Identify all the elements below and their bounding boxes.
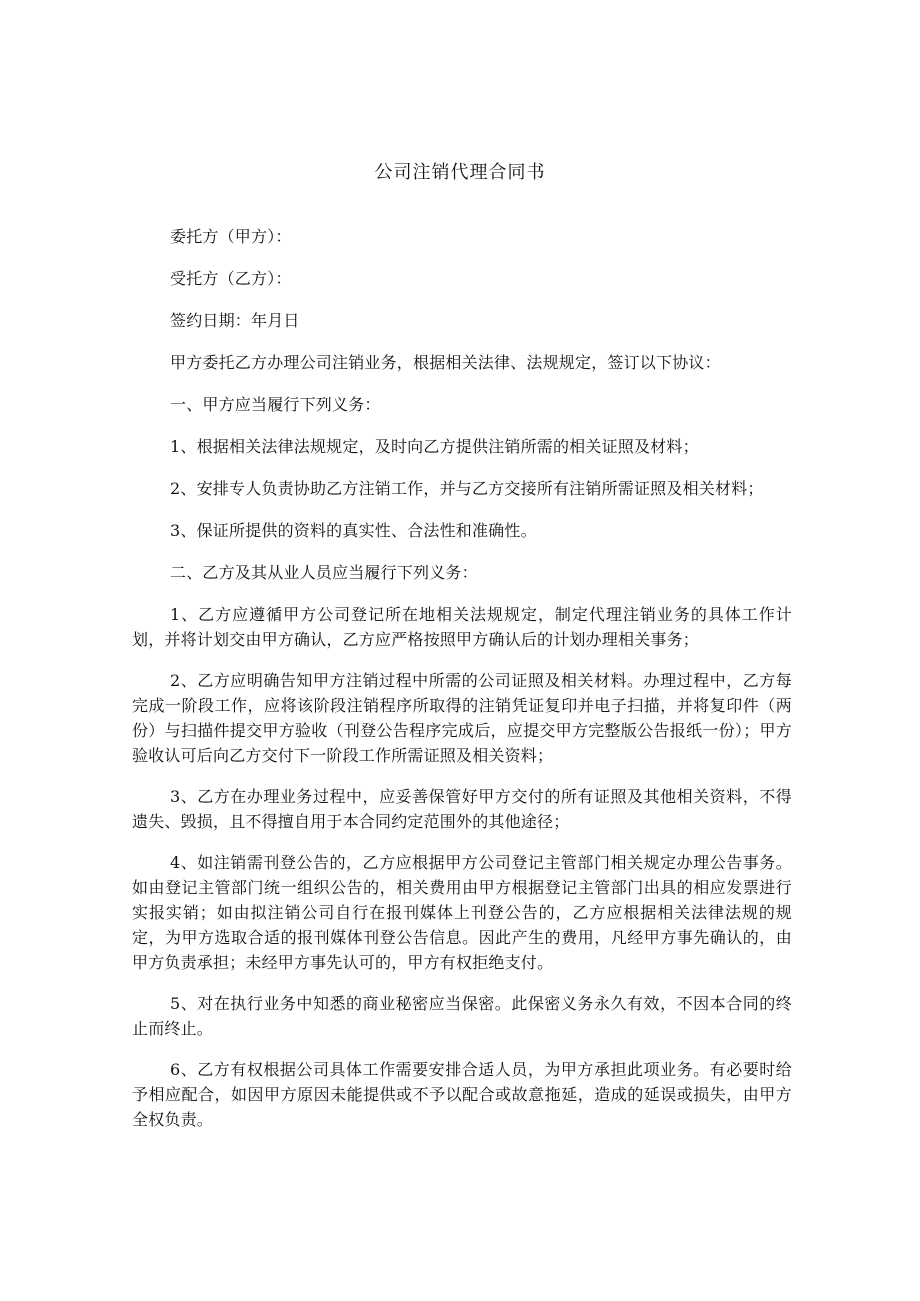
section1-item: 1、根据相关法律法规规定，及时向乙方提供注销所需的相关证照及材料； bbox=[170, 437, 699, 456]
document-title: 公司注销代理合同书 bbox=[374, 162, 546, 183]
section2-item: 2、乙方应明确告知甲方注销过程中所需的公司证照及相关材料。办理过程中，乙方每完成一阶段工作，应将该阶段注销程序所取得的注销凭证复印并电子扫描，并将复印件（两份）与扫描件提交甲方验收（刊登公告程序完成后，应提交甲方完整版公告报纸一份）；甲方验收认可后向乙方交付下一阶段工作所需证照及相关资料； bbox=[132, 671, 792, 765]
section2-item: 1、乙方应遵循甲方公司登记所在地相关法规规定，制定代理注销业务的具体工作计划，并将计划交由甲方确认，乙方应严格按照甲方确认后的计划办理相关事务； bbox=[132, 605, 792, 649]
agent-line: 受托方（乙方）： bbox=[170, 269, 292, 288]
date-line: 签约日期：年月日 bbox=[170, 311, 300, 330]
section2-item: 3、乙方在办理业务过程中，应妥善保管好甲方交付的所有证照及其他相关资料，不得遗失、毁损，且不得擅自用于本合同约定范围外的其他途径； bbox=[132, 787, 792, 831]
section2-item: 6、乙方有权根据公司具体工作需要安排合适人员，为甲方承担此项业务。有必要时给予相应配合，如因甲方原因未能提供或不予以配合或故意拖延，造成的延误或损失，由甲方全权负责。 bbox=[132, 1060, 792, 1129]
section1-item: 3、保证所提供的资料的真实性、合法性和准确性。 bbox=[170, 521, 537, 540]
intro-paragraph: 甲方委托乙方办理公司注销业务，根据相关法律、法规规定，签订以下协议： bbox=[170, 353, 721, 372]
section2-item: 4、如注销需刊登公告的，乙方应根据甲方公司登记主管部门相关规定办理公告事务。如由登记主管部门统一组织公告的，相关费用由甲方根据登记主管部门出具的相应发票进行实报实销；如由拟注销公司自行在报刊媒体上刊登公告的，乙方应根据相关法律法规的规定，为甲方选取合适的报刊媒体刊登公告信息。因此产生的费用，凡经甲方事先确认的，由甲方负责承担；未经甲方事先认可的，甲方有权拒绝支付。 bbox=[132, 853, 792, 972]
client-line: 委托方（甲方）： bbox=[170, 227, 292, 246]
section2-heading: 二、乙方及其从业人员应当履行下列义务： bbox=[170, 563, 478, 582]
section1-heading: 一、甲方应当履行下列义务： bbox=[170, 395, 381, 414]
section2-item: 5、对在执行业务中知悉的商业秘密应当保密。此保密义务永久有效，不因本合同的终止而终止。 bbox=[132, 994, 792, 1038]
section1-item: 2、安排专人负责协助乙方注销工作，并与乙方交接所有注销所需证照及相关材料； bbox=[170, 479, 764, 498]
document-body bbox=[132, 224, 792, 1148]
